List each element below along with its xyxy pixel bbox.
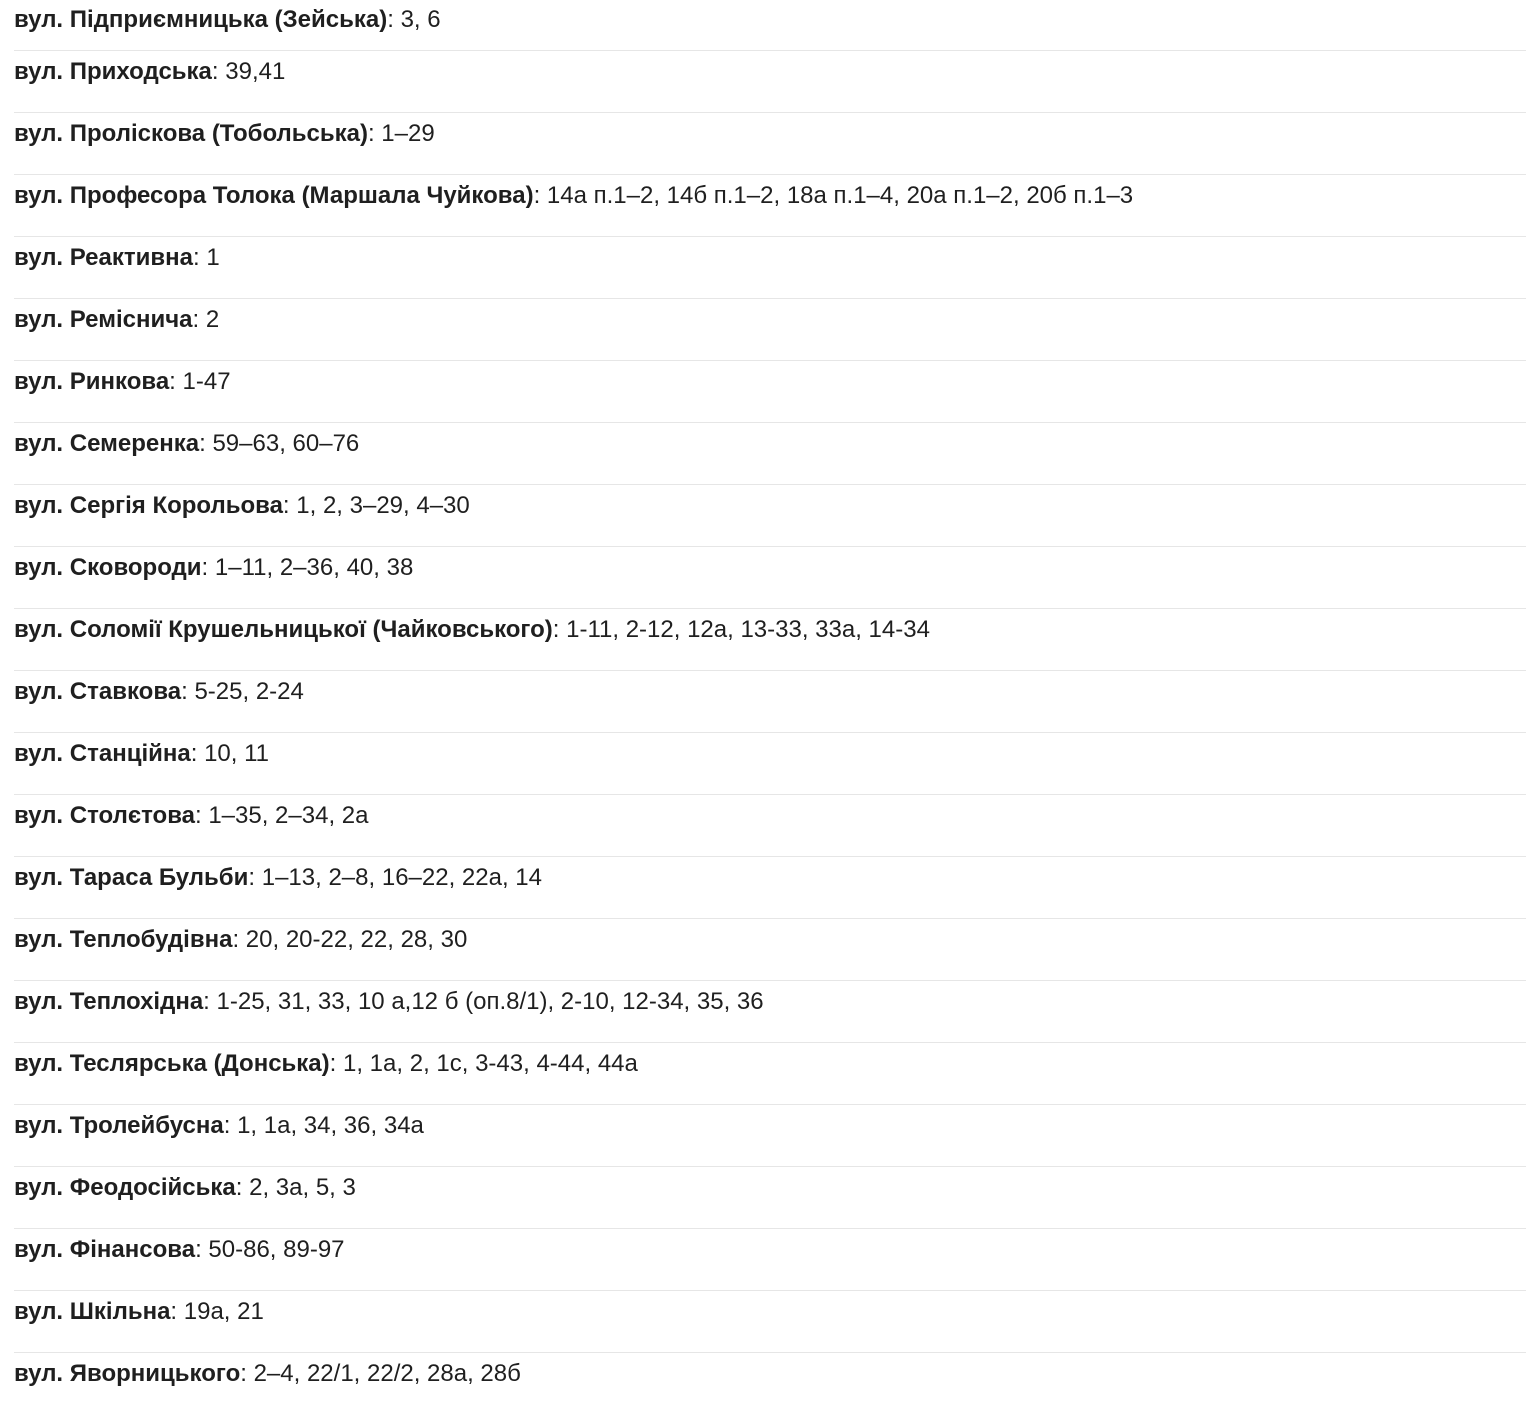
- list-item: [14, 0, 1526, 51]
- house-numbers: 1–13, 2–8, 16–22, 22а, 14: [261, 864, 542, 891]
- street-name: вул. Феодосійська: [14, 1174, 236, 1201]
- separator: :: [199, 430, 206, 457]
- separator: :: [169, 368, 176, 395]
- house-numbers: 3, 6: [400, 6, 441, 33]
- house-numbers: 2, 3а, 5, 3: [249, 1174, 356, 1201]
- list-item: [14, 237, 1526, 299]
- list-item: [14, 1353, 1526, 1415]
- house-numbers: 10, 11: [204, 740, 270, 767]
- list-item: [14, 1229, 1526, 1291]
- street-name: вул. Ставкова: [14, 678, 182, 705]
- list-item: [14, 113, 1526, 175]
- list-item: [14, 423, 1526, 485]
- list-item: [14, 1105, 1526, 1167]
- house-numbers: 1–35, 2–34, 2а: [208, 802, 369, 829]
- house-numbers: 1, 1а, 34, 36, 34а: [237, 1112, 424, 1139]
- separator: :: [190, 740, 198, 767]
- street-name: вул. Семеренка: [14, 430, 200, 457]
- street-name: вул. Ринкова: [14, 368, 170, 395]
- street-name: вул. Теплохідна: [14, 988, 204, 1015]
- list-item: [14, 1167, 1526, 1229]
- street-name: вул. Тараса Бульби: [14, 864, 249, 891]
- house-numbers: 14а п.1–2, 14б п.1–2, 18а п.1–4, 20а п.1–2, 20б п.1–3: [546, 182, 1134, 209]
- separator: :: [235, 1174, 243, 1201]
- list-item: [14, 857, 1526, 919]
- street-name: вул. Станційна: [14, 740, 191, 767]
- street-name: вул. Шкільна: [14, 1298, 171, 1325]
- list-item: [14, 1043, 1526, 1105]
- list-item: [14, 1291, 1526, 1353]
- street-name: вул. Підприємницька (Зейська): [14, 6, 388, 33]
- list-item: [14, 299, 1526, 361]
- separator: :: [232, 926, 240, 953]
- separator: :: [329, 1050, 337, 1077]
- separator: :: [181, 678, 188, 705]
- separator: :: [248, 864, 256, 891]
- separator: :: [201, 554, 209, 581]
- street-name: вул. Реактивна: [14, 244, 193, 271]
- separator: :: [387, 6, 394, 33]
- street-name: вул. Столєтова: [14, 802, 195, 829]
- list-item: [14, 51, 1526, 113]
- separator: :: [193, 244, 200, 271]
- separator: :: [170, 1298, 178, 1325]
- separator: :: [203, 988, 210, 1015]
- house-numbers: 1-47: [182, 368, 231, 395]
- separator: :: [195, 1236, 202, 1263]
- street-name: вул. Теплобудівна: [14, 926, 233, 953]
- separator: :: [367, 120, 375, 147]
- street-name: вул. Приходська: [14, 58, 212, 85]
- street-name: вул. Сергія Корольова: [14, 492, 283, 519]
- house-numbers: 2: [205, 306, 220, 333]
- separator: :: [552, 616, 560, 643]
- list-item: [14, 547, 1526, 609]
- street-name: вул. Тролейбусна: [14, 1112, 224, 1139]
- street-name: вул. Фінансова: [14, 1236, 196, 1263]
- street-name: вул. Соломії Крушельницької (Чайковського): [14, 616, 553, 643]
- separator: :: [223, 1112, 231, 1139]
- list-item: [14, 361, 1526, 423]
- list-item: [14, 733, 1526, 795]
- separator: :: [211, 58, 219, 85]
- list-item: [14, 671, 1526, 733]
- list-item: [14, 795, 1526, 857]
- house-numbers: 1-11, 2-12, 12а, 13-33, 33а, 14-34: [566, 616, 930, 643]
- house-numbers: 1-25, 31, 33, 10 а,12 б (оп.8/1), 2-10, 12-34, 35, 36: [216, 988, 764, 1015]
- separator: :: [192, 306, 200, 333]
- house-numbers: 19а, 21: [183, 1298, 264, 1325]
- list-item: [14, 609, 1526, 671]
- street-name: вул. Реміснича: [14, 306, 193, 333]
- house-numbers: 1: [206, 244, 220, 271]
- street-name: вул. Пролiскова (Тобольська): [14, 120, 368, 147]
- list-item: [14, 175, 1526, 237]
- street-name: вул. Теслярська (Донська): [14, 1050, 330, 1077]
- street-name: вул. Сковороди: [14, 554, 202, 581]
- separator: :: [240, 1360, 247, 1387]
- house-numbers: 1–11, 2–36, 40, 38: [214, 554, 414, 581]
- separator: :: [282, 492, 290, 519]
- house-numbers: 50-86, 89-97: [208, 1236, 345, 1263]
- house-numbers: 39,41: [225, 58, 286, 85]
- list-item: [14, 485, 1526, 547]
- house-numbers: 1, 1а, 2, 1с, 3-43, 4-44, 44а: [343, 1050, 638, 1077]
- separator: :: [533, 182, 541, 209]
- house-numbers: 2–4, 22/1, 22/2, 28а, 28б: [253, 1360, 521, 1387]
- house-numbers: 1–29: [381, 120, 435, 147]
- house-numbers: 20, 20-22, 22, 28, 30: [245, 926, 468, 953]
- separator: :: [194, 802, 202, 829]
- list-item: [14, 981, 1526, 1043]
- list-item: [14, 919, 1526, 981]
- street-name: вул. Яворницького: [14, 1360, 241, 1387]
- house-numbers: 5-25, 2-24: [194, 678, 304, 705]
- house-numbers: 1, 2, 3–29, 4–30: [296, 492, 470, 519]
- house-numbers: 59–63, 60–76: [212, 430, 360, 457]
- street-name: вул. Професора Толока (Маршала Чуйкова): [14, 182, 534, 209]
